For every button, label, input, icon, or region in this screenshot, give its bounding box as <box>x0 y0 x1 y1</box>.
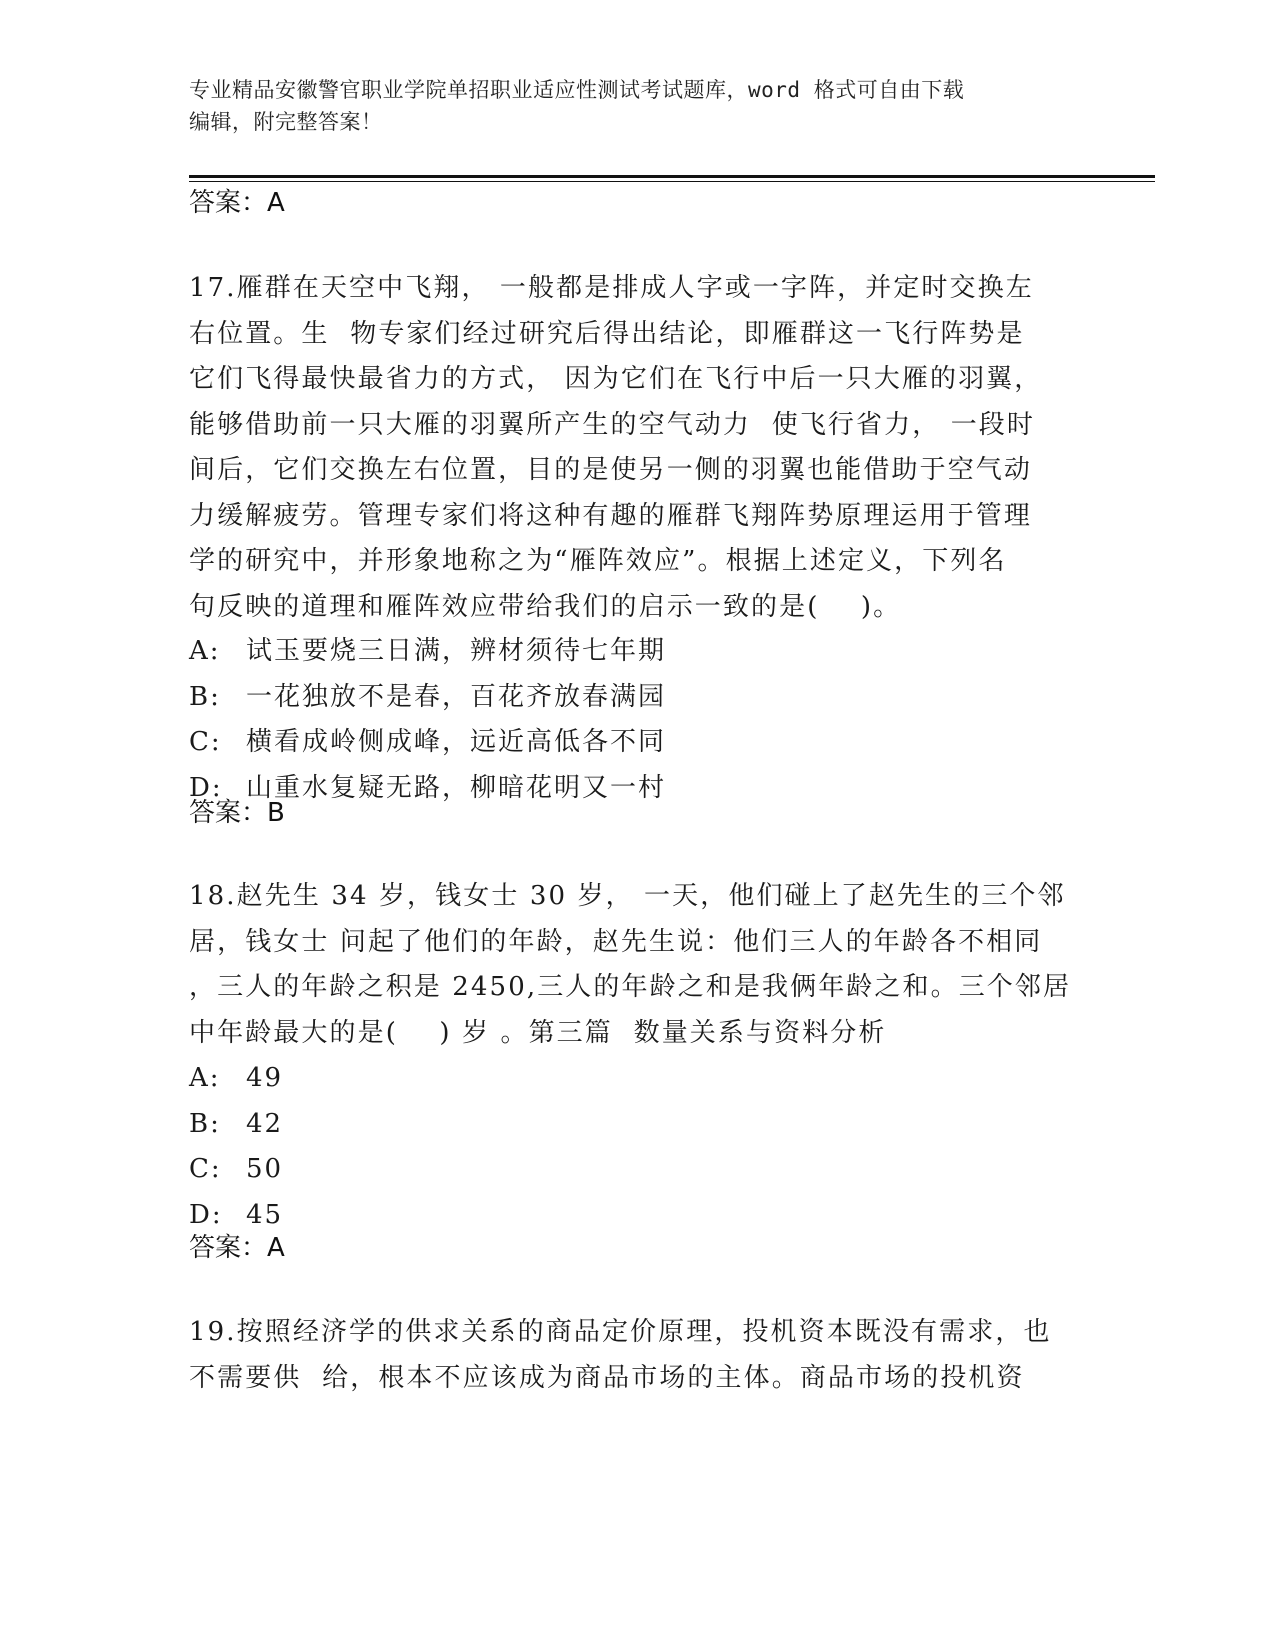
question-18-line: 中年龄最大的是( ) 岁 。第三篇 数量关系与资料分析 <box>189 1017 887 1048</box>
option-key: A: <box>189 636 221 666</box>
question-17-line: 17.雁群在天空中飞翔， 一般都是排成人字或一字阵，并定时交换左 <box>189 273 1034 303</box>
option-key: D: <box>189 772 223 803</box>
option-text: 一花独放不是春，百花齐放春满园 <box>246 681 667 712</box>
header-line-1: 专业精品安徽警官职业学院单招职业适应性测试考试题库，word 格式可自由下载 <box>189 78 965 102</box>
option-text: 45 <box>246 1199 284 1230</box>
question-17-options <box>189 629 1089 811</box>
option-c <box>189 720 1089 766</box>
option-b <box>189 1102 1089 1148</box>
answer-18: 答案：A <box>189 1233 285 1263</box>
question-17-line: 它们飞得最快最省力的方式， 因为它们在飞行中后一只大雁的羽翼， <box>189 364 1043 394</box>
question-17-line: 句反映的道理和雁阵效应带给我们的启示一致的是( )。 <box>189 591 902 622</box>
option-d <box>189 1193 1089 1239</box>
question-17-line: 力缓解疲劳。管理专家们将这种有趣的雁群飞翔阵势原理运用于管理 <box>189 500 1033 531</box>
header-rule-thick <box>189 175 1155 178</box>
option-key: A: <box>189 1063 221 1093</box>
question-19-line: 19.按照经济学的供求关系的商品定价原理，投机资本既没有需求，也 <box>189 1317 1052 1347</box>
question-18-line: 居，钱女士 问起了他们的年龄，赵先生说：他们三人的年龄各不相同 <box>189 926 1043 957</box>
header-rule-thin <box>189 181 1155 182</box>
option-key: D: <box>189 1199 223 1230</box>
option-key: C: <box>189 1154 222 1184</box>
answer-17: 答案：B <box>189 798 285 828</box>
option-a <box>189 1056 1089 1102</box>
option-text: 横看成岭侧成峰，远近高低各不同 <box>246 727 667 757</box>
question-19 <box>189 1310 1089 1401</box>
option-b <box>189 675 1089 721</box>
option-text: 42 <box>246 1108 284 1139</box>
question-17-line: 学的研究中，并形象地称之为“雁阵效应”。根据上述定义，下列名 <box>189 546 1007 576</box>
option-text: 50 <box>246 1154 284 1184</box>
header-line-2: 编辑，附完整答案！ <box>189 110 383 134</box>
question-17 <box>189 266 1089 630</box>
option-text: 49 <box>246 1063 284 1093</box>
question-18-options <box>189 1056 1089 1238</box>
question-18-line: ，三人的年龄之积是 2450,三人的年龄之和是我俩年龄之和。三个邻居 <box>189 972 1072 1002</box>
question-17-line: 右位置。生 物专家们经过研究后得出结论，即雁群这一飞行阵势是 <box>189 318 1025 349</box>
question-17-line: 能够借助前一只大雁的羽翼所产生的空气动力 使飞行省力， 一段时 <box>189 409 1035 440</box>
question-19-line: 不需要供 给，根本不应该成为商品市场的主体。商品市场的投机资 <box>189 1362 1025 1393</box>
page-header <box>189 74 1089 138</box>
option-key: B: <box>189 681 221 712</box>
option-d <box>189 766 1089 812</box>
question-17-line: 间后，它们交换左右位置，目的是使另一侧的羽翼也能借助于空气动 <box>189 455 1033 485</box>
option-key: B: <box>189 1108 221 1139</box>
question-18 <box>189 874 1089 1056</box>
option-key: C: <box>189 727 222 757</box>
answer-16: 答案：A <box>189 188 285 218</box>
option-text: 山重水复疑无路，柳暗花明又一村 <box>246 772 667 803</box>
option-text: 试玉要烧三日满，辨材须待七年期 <box>246 636 667 666</box>
option-a <box>189 629 1089 675</box>
question-18-line: 18.赵先生 34 岁，钱女士 30 岁， 一天，他们碰上了赵先生的三个邻 <box>189 881 1066 911</box>
option-c <box>189 1147 1089 1193</box>
